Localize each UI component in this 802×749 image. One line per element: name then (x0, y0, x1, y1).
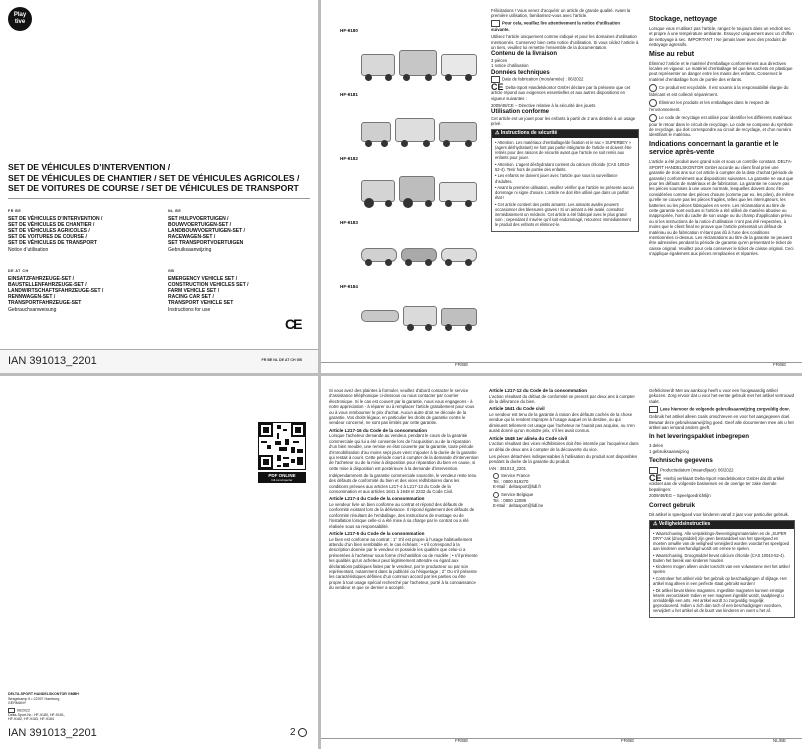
book-icon (491, 20, 500, 27)
product-code: HF-9181 (340, 92, 358, 97)
construction-vehicles-image (361, 112, 481, 152)
recycle-icon (649, 99, 657, 107)
back-page (0, 376, 318, 749)
fr-legal-col-2: Article L217-12 du Code de la consommation L’action résultant du défaut de conformité se prescrit par deux ans à compter de la délivrance du bien. Article 1641 du Code civil Le vendeur est tenu de la garantie à raison des défauts cachés de la chose vendue qui la rendent impropre à l’usage auquel on la destine, ou qui diminuent tellement cet usage que l’acheteur ne l’aurait pas acquise, ou n’en aurait donné qu’un moindre prix, s’il les avait connus. Article 1648 1er alinéa du Code civil L’action résultant des vices rédhibitoires doit être intentée par l’acquéreur dans un délai de deux ans à compter de la découverte du vice. Les pièces détachées indispensables à l’utilisation du produit sont disponibles pendant la durée de la garantie du produit. IAN : 391013_2201 Service France Tel. : 0800 919270 E-Mail : deltasport@lidl.fr Service Belgique Tel. : 0800 12089 E-Mail : deltasport@lidl.be (489, 388, 639, 508)
product-code: HF-9184 (340, 284, 358, 289)
product-code: HF-9182 (340, 156, 358, 161)
main-title: SET DE VÉHICULES D’INTERVENTION / SET DE VÉHICULES DE CHANTIER / SET DE VÉHICULES AGRICOLES / SET DE VOITURES DE COURSE / SET DE VÉHICULES DE TRANSPORT (8, 162, 300, 194)
footer-lang: FR/BE (455, 362, 469, 367)
factory-icon (491, 76, 500, 83)
lang-block-nl: NL BE SET HULPVOERTUIGEN / BOUWVOERTUIGEN-SET / LANDBOUWVOERTUIGEN-SET / RACEWAGEN-SET / SET TRANSPORTVOERTUIGEN Gebruiksaanwijzing (168, 209, 245, 253)
manufacturer-address: DELTA-SPORT HANDELSKONTOR GMBH Wragekamp 6 • 22397 Hamburg GERMANY 06/2022 Delta-Sport-Nr.: HF-9180, HF-9181, HF-9182, HF-9183, HF-9184 (8, 692, 79, 722)
footer-lang: FR/BE (773, 362, 787, 367)
fr-col-2: Stockage, nettoyage Lorsque vous n’utilisez pas l’article, rangez-le toujours dans un endroit sec et propre à une température ambiante. Essuyez uniquement avec un chiffon de nettoyage à sec. IMPORTANT ! Ne jamais laver avec des produits de nettoyage agressifs. Mise au rebut Éliminez l’article et le matériel d’emballage conformément aux directives locales en vigueur. Le matériel d’emballage tel que les sachets en plastique peut représenter un danger entre les mains des enfants. Conservez le matériel d’emballage hors de portée des enfants. Ce produit est recyclable. Il est soumis à la responsabilité élargie du fabricant et est collecté séparément. Éliminez les produits et les emballages dans le respect de l’environnement. Le code de recyclage est utilisé pour identifier les différents matériaux pour le retour dans le circuit de recyclage. Le code se compose du symbole de recyclage, qui doit correspondre au circuit de recyclage, et d’un numéro identifiant le matériau. Indications concernant la garantie et le service après-vente L’article a été produit avec grand soin et sous un contrôle constant. DELTA-SPORT HANDELSKONTOR GmbH accorde au client final privé une garantie de trois ans sur cet article à compter de la date d’achat (période de garantie) conformément aux dispositions suivantes. La garantie ne vaut que pour les défauts de matériaux et de fabrication. La garantie ne couvre pas les pièces soumises à une usure normale, lesquelles doivent donc être considérées comme des pièces d’usure (comme par ex. les piles), de même qu’elle ne couvre pas les pièces fragiles, telles que les interrupteurs, les batteries ou les pièces fabriquées en verre. Les réclamations au titre de cette garantie sont exclues si l’article a été utilisé de manière abusive ou inappropriée, hors du cadre de son usage ou du champ d’application prévu ou si les instructions de la notice d’utilisation n’ont pas été respectées, à moins que le client final ne prouve que l’article présentait un défaut de matériau ou de fabrication n’étant pas dû à l’une des conditions mentionnées ci-dessus. Les réclamations au titre de la garantie ne peuvent être adressées pendant la période de garantie qu’en présentant le ticket de caisse original. Veuillez pour cela conserver le ticket de caisse original. Ceci s’applique également aux pièces remplacées et réparées. (649, 16, 794, 257)
recycle-code-icon (649, 114, 657, 122)
lang-block-de: DE AT CH EINSATZFAHRZEUGE-SET / BAUSTELLENFAHRZEUGE-SET / LANDWIRTSCHAFTSFAHRZEUGE-SET / RENNWAGEN-SET / TRANSPORTFAHRZEUGE-SET Gebrauchsanweisung (8, 269, 104, 313)
page-number: 2 (290, 727, 307, 738)
ian-flags: FR BE NL DE AT CH GB (261, 358, 302, 362)
recycle-icon (649, 84, 657, 92)
fr-nl-page (321, 376, 802, 749)
fr-col-1: Félicitations ! Vous venez d’acquérir un article de grande qualité. Avant la première utilisation, familiarisez-vous avec l’article. Pour cela, veuillez lire attentivement la notice d’utilisation suivante. Utilisez l’article uniquement comme indiqué et pour les domaines d’utilisation mentionnés. Conservez bien cette notice d’utilisation. Si vous cédez l’article à un tiers, veuillez lui remettre l’ensemble de la documentation. Contenu de la livraison 3 pièces 1 notice d’utilisation Données techniques Date de fabrication (mois/année) : 06/2022 CE Delta-Sport Handelskontor GmbH déclare par la présente que cet article répond aux exigences essentielles et aux autres dispositions en vigueur suivantes : 2009/48/CE – Directive relative à la sécurité des jouets Utilisation conforme Cet article est un jouet pour les enfants à partir de 2 ans destiné à un usage privé. ⚠ Instructions de sécurité • Attention. Les matériaux d’emballage/de fixation et le sac « SUPERBEY » (agent déshydratant) ne font pas partie intégrante de l’article et doivent être retirés pour des raisons de sécurité avant que l’article ne soit remis aux enfants pour jouer. • Attention. L’agent déshydratant contient du calcium chloride (CAS 10043-52-4). Tenir hors de portée des enfants. • Les enfants ne doivent jouer avec l’article que sous la surveillance d’adultes. • Avant la première utilisation, veuillez vérifier que l’article ne présente aucun dommage ni signe d’usure. L’article ne doit être utilisé que dans un parfait état ! • Cet article contient des petits aimants. Les aimants avalés peuvent occasionner des blessures graves ! Si un aimant a été avalé, consultez immédiatement un médecin. Cet article a été fabriqué avec le plus grand soin ; cependant il s’avère qu’il soit endommagé, retournez immédiatement le produit des enfants et éliminez-le. (491, 8, 639, 360)
pdf-online-label: PDF ONLINE lidl.com/rejecter (258, 472, 306, 483)
racing-cars-image (361, 234, 481, 274)
footer-lang: FR/BE (455, 738, 469, 743)
ian-number: IAN 391013_2201 (8, 355, 97, 367)
fr-legal-col-1: Si vous avez des plaintes à formuler, veuillez d’abord contacter le service d’assistance téléphonique ci-dessous ou nous contacter par courrier électronique. Si le cas est couvert par la garantie, nous vous engageons - à notre appréciation - à réparer ou à remplacer l’article gratuitement pour vous ou à vous rembourser le prix d’achat. Aucun autre droit ne découle de la garantie. Vos droits légaux, en particulier les droits de garantie contre le vendeur concerné, ne sont pas limités par cette garantie. Article L217-16 du Code de la consommation Lorsque l’acheteur demande au vendeur, pendant le cours de la garantie commerciale qui lui a été consentie lors de l’acquisition ou de la réparation d’un bien meuble, une remise en état couverte par la garantie, toute période d’immobilisation d’au moins sept jours vient s’ajouter à la durée de la garantie qui restait à courir. Cette période court à compter de la demande d’intervention de l’acheteur ou de la mise à disposition pour réparation du bien en cause, si cette mise à disposition est postérieure à la demande d’intervention. Indépendamment de la garantie commerciale souscrite, le vendeur reste tenu des défauts de conformité du bien et des vices rédhibitoires dans les conditions prévues aux articles L217-4 à L217-13 du Code de la consommation et aux articles 1641 à 1648 et 2232 du Code Civil. Article L217-4 du Code de la consommation Le vendeur livre un bien conforme au contrat et répond des défauts de conformité existant lors de la délivrance. Il répond également des défauts de conformité résultant de l’emballage, des instructions de montage ou de l’installation lorsque celle-ci a été mise à sa charge par le contrat ou a été réalisée sous sa responsabilité. Article L217-5 du Code de la consommation Le bien est conforme au contrat : 1° S’il est propre à l’usage habituellement attendu d’un bien semblable et, le cas échéant : • s’il correspond à la description donnée par le vendeur et possède les qualités que celui-ci a présentées à l’acheteur sous forme d’échantillon ou de modèle ; • s’il présente les qualités qu’un acheteur peut légitimement attendre eu égard aux déclarations publiques faites par le vendeur, par le producteur ou par son représentant, notamment dans la publicité ou l’étiquetage ; 2° Ou s’il présente les caractéristiques définies d’un commun accord par les parties ou être propre à tout usage spécial recherché par l’acheteur, porté à la connaissance du vendeur et que ce dernier a accepté. (329, 388, 479, 591)
back-ian-number: IAN 391013_2201 (8, 727, 97, 739)
service-belgique: Service Belgique Tel. : 0800 12089 E-Mail : deltasport@lidl.be (493, 491, 544, 508)
qr-code (258, 422, 306, 470)
ce-mark: CE (491, 81, 504, 92)
lang-block-gb: GB EMERGENCY VEHICLE SET / CONSTRUCTION VEHICLES SET / FARM VEHICLE SET / RACING CAR SET / TRANSPORT VEHICLE SET Instructions for use (168, 269, 249, 313)
cover-page (0, 0, 318, 373)
emergency-vehicles-image (361, 46, 481, 86)
fr-page-1 (321, 0, 802, 373)
product-images (321, 0, 486, 340)
phone-icon (493, 492, 499, 498)
brand-logo: Play tive (8, 7, 32, 31)
product-code: HF-9180 (340, 28, 358, 33)
nl-col: Gefeliciteerd! Met uw aankoop heeft u voor een hoogwaardig artikel gekozen. Zorg ervoor dat u voor het eerste gebruik met het artikel vertrouwd raakt. Lees hiervoor de volgende gebruiksaanwijzing zorgvuldig door. Gebruik het artikel alleen zoals omschreven en voor het aangegeven doel. Bewaar deze gebruiksaanwijzing goed. Geef alle documenten mee als u het artikel aan iemand anders geeft. In het leveringspakket inbegrepen 3 delen 1 gebruiksaanwijzing Technische gegevens Productiedatum (maand/jaar): 06/2022 CE Hierbij verklaart Delta-Sport Handelskontor GmbH dat dit artikel voldoet aan de volgende basiseisen en de overige ter zake doende bepalingen: 2009/48/EG – Speelgoedrichtlijn Correct gebruik Dit artikel is speelgoed voor kinderen vanaf 2 jaar voor particulier gebruik. ⚠ Veiligheidsinstructies • Waarschuwing. Alle verpakkings-/bevestigingsmaterialen en de „SUPER DRY“-zak (droogmiddel) zijn geen bestanddeel van het speelgoed en moeten omwille van de veiligheid verwijderd worden voordat het speelgoed aan kinderen overhandigd wordt om ermee te spelen. • Waarschuwing. Droogmiddel bevat calcium chloride (CAS 10043-52-4). Buiten het bereik van kinderen houden. • Kinderen mogen alleen onder toezicht van een volwassene met het artikel spelen. • Controleer het artikel vóór het gebruik op beschadigingen of slijtage. Het artikel mag alleen in een perfecte staat gebruikt worden! • Dit artikel bevat kleine magneten. Ingeslikte magneten kunnen ernstige letsels veroorzaken! Indien er een magneet ingeslikt wordt, raadpleegt u onmiddellijk een arts. Het artikel wordt zo zorgvuldig mogelijk geproduceerd. Indien u zich dan toch of een beschadigingen voordoen, verwijdert u het artikel uit de buurt van kinderen en voert u het af. (649, 388, 795, 728)
factory-icon (649, 467, 658, 474)
circle-icon (298, 728, 307, 737)
farm-vehicles-image (361, 172, 481, 212)
ce-mark: CE (649, 472, 662, 483)
service-france: Service France Tel. : 0800 919270 E-Mail : deltasport@lidl.fr (493, 472, 542, 490)
safety-box-nl: ⚠ Veiligheidsinstructies • Waarschuwing. Alle verpakkings-/bevestigingsmaterialen en de „SUPER DRY“-zak (droogmiddel) zijn geen bestanddeel van het speelgoed en moeten omwille van de veiligheid verwijderd worden voordat het speelgoed aan kinderen overhandigd wordt om ermee te spelen. • Waarschuwing. Droogmiddel bevat calcium chloride (CAS 10043-52-4). Buiten het bereik van kinderen houden. • Kinderen mogen alleen onder toezicht van een volwassene met het artikel spelen. • Controleer het artikel vóór het gebruik op beschadigingen of slijtage. Het artikel mag alleen in een perfecte staat gebruikt worden! • Dit artikel bevat kleine magneten. Ingeslikte magneten kunnen ernstige letsels veroorzaken! Indien er een magneet ingeslikt wordt, raadpleegt u onmiddellijk een arts. Het artikel wordt zo zorgvuldig mogelijk geproduceerd. Indien u zich dan toch of een beschadigingen voordoen, verwijdert u het artikel uit de buurt van kinderen en voert u het af. (649, 520, 795, 617)
book-icon (649, 406, 658, 413)
footer-lang: FR/BE (621, 738, 635, 743)
phone-icon (493, 473, 499, 479)
ce-mark: CE (285, 316, 301, 332)
ian-bar (0, 349, 318, 373)
transport-vehicles-image (361, 298, 481, 338)
footer-lang: NL/BE (773, 738, 787, 743)
product-code: HF-9183 (340, 220, 358, 225)
safety-box-fr: ⚠ Instructions de sécurité • Attention. Les matériaux d’emballage/de fixation et le sac « SUPERBEY » (agent déshydratant) ne font pas partie intégrante de l’article et doivent être retirés pour des raisons de sécurité avant que l’article ne soit remis aux enfants pour jouer. • Attention. L’agent déshydratant contient du calcium chloride (CAS 10043-52-4). Tenir hors de portée des enfants. • Les enfants ne doivent jouer avec l’article que sous la surveillance d’adultes. • Avant la première utilisation, veuillez vérifier que l’article ne présente aucun dommage ni signe d’usure. L’article ne doit être utilisé que dans un parfait état ! • Cet article contient des petits aimants. Les aimants avalés peuvent occasionner des blessures graves ! Si un aimant a été avalé, consultez immédiatement un médecin. Cet article a été fabriqué avec le plus grand soin ; cependant il s’avère qu’il soit endommagé, retournez immédiatement le produit des enfants et éliminez-le. (491, 129, 639, 231)
lang-block-fr: FR BE SET DE VÉHICULES D’INTERVENTION / SET DE VÉHICULES DE CHANTIER / SET DE VÉHICULES AGRICOLES / SET DE VOITURES DE COURSE / SET DE VÉHICULES DE TRANSPORT Notice d’utilisation (8, 209, 103, 253)
